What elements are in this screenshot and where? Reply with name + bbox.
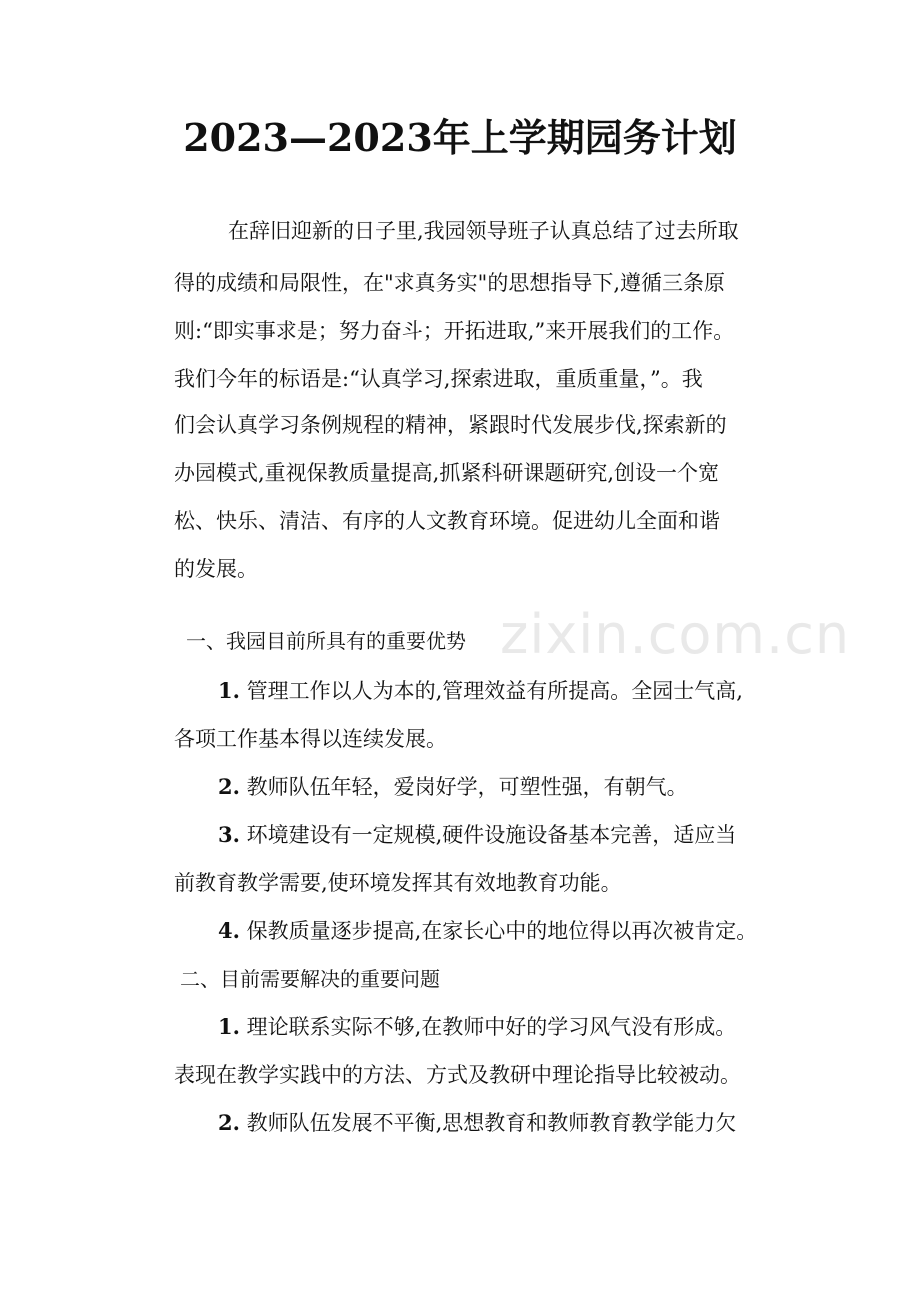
item-text: 保教质量逐步提高,在家长心中的地位得以再次被肯定。 xyxy=(246,919,758,943)
list-item xyxy=(218,676,743,706)
item-number: 2. xyxy=(218,1110,240,1135)
intro-line: 的发展。 xyxy=(174,557,258,581)
item-number: 1. xyxy=(218,1014,240,1039)
item-number: 2. xyxy=(218,774,240,799)
watermark: zixin.com.cn xyxy=(500,603,851,666)
intro-line: 得的成绩和局限性，在"求真务实"的思想指导下,遵循三条原 xyxy=(174,271,725,295)
item-text: 理论联系实际不够,在教师中好的学习风气没有形成。 xyxy=(246,1015,737,1039)
item-text: 教师队伍年轻，爱岗好学，可塑性强，有朝气。 xyxy=(246,775,688,799)
list-item xyxy=(218,1108,736,1138)
section-heading: 一、我园目前所具有的重要优势 xyxy=(186,629,466,653)
list-item xyxy=(218,820,736,850)
intro-line: 在辞旧迎新的日子里,我园领导班子认真总结了过去所取 xyxy=(228,219,739,243)
item-text: 教师队伍发展不平衡,思想教育和教师教育教学能力欠 xyxy=(246,1111,737,1135)
page-title: 2023—2023年上学期园务计划 xyxy=(183,115,737,160)
list-item xyxy=(218,772,688,802)
item-text: 各项工作基本得以连续发展。 xyxy=(174,727,447,751)
section-heading: 二、目前需要解决的重要问题 xyxy=(180,967,440,991)
item-number: 3. xyxy=(218,822,240,847)
item-text: 前教育教学需要,使环境发挥其有效地教育功能。 xyxy=(174,871,622,895)
intro-line: 则:“即实事求是；努力奋斗；开拓进取,”来开展我们的工作。 xyxy=(174,319,735,343)
intro-line: 松、快乐、清洁、有序的人文教育环境。促进幼儿全面和谐 xyxy=(174,509,720,533)
intro-line: 办园模式,重视保教质量提高,抓紧科研课题研究,创设一个宽 xyxy=(174,461,720,485)
intro-line: 们会认真学习条例规程的精神，紧跟时代发展步伐,探索新的 xyxy=(174,413,727,437)
item-text: 环境建设有一定规模,硬件设施设备基本完善，适应当 xyxy=(246,823,737,847)
list-item xyxy=(218,916,757,946)
intro-line: 我们今年的标语是:“认真学习,探索进取，重质重量，”。我 xyxy=(174,367,703,391)
item-number: 1. xyxy=(218,678,240,703)
list-item xyxy=(218,1012,736,1042)
item-text: 表现在教学实践中的方法、方式及教研中理论指导比较被动。 xyxy=(174,1063,741,1087)
item-number: 4. xyxy=(218,918,240,943)
item-text: 管理工作以人为本的,管理效益有所提高。全园士气高, xyxy=(246,679,743,703)
